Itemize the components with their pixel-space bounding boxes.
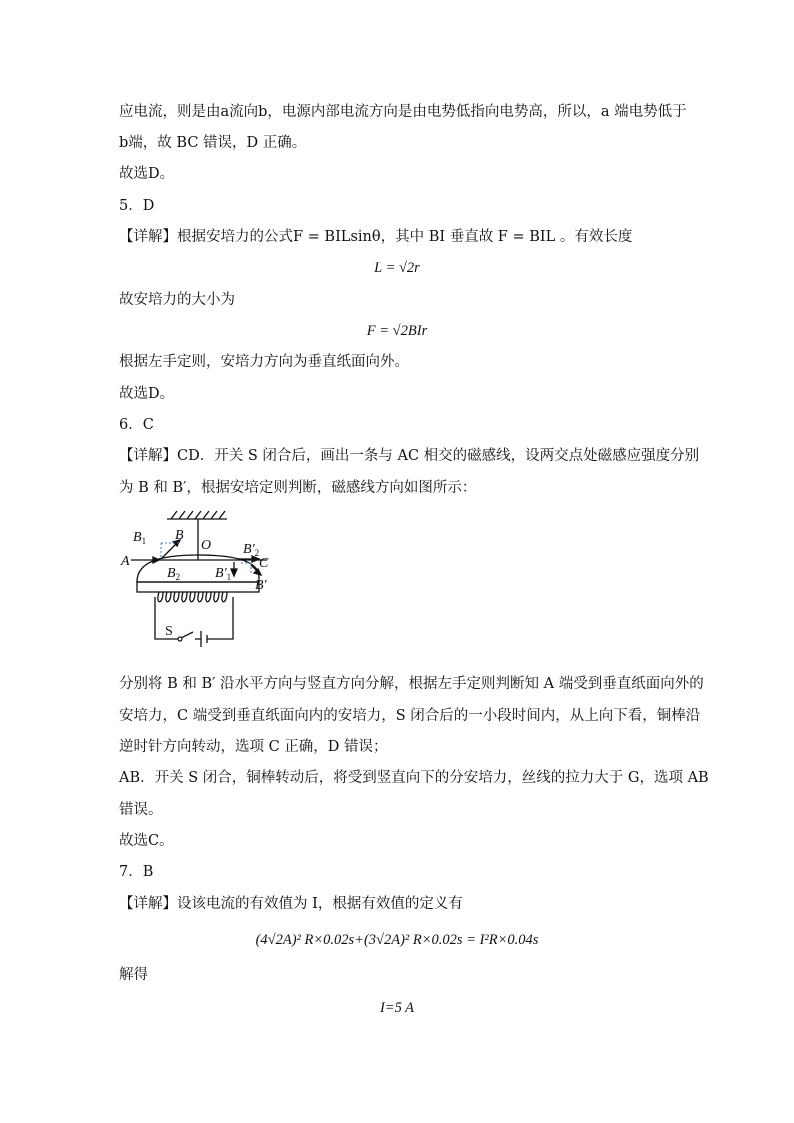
detail-line: 为 B 和 B′，根据安培定则判断，磁感线方向如图所示： [119, 480, 477, 496]
paragraph-line: 错误。 [119, 802, 163, 818]
paragraph-line: 根据左手定则，安培力方向为垂直纸面向外。 [119, 354, 409, 370]
label-a: A [121, 554, 130, 569]
label-s: S [165, 624, 173, 639]
detail-line: 【详解】根据安培力的公式F = BILsinθ，其中 BI 垂直故 F = BIL 。有效长度 [119, 229, 633, 245]
paragraph-line: 解得 [119, 967, 148, 983]
label-b2: $B_2$ [167, 566, 181, 582]
equation: I=5 A [379, 1000, 415, 1016]
label-b1: $B_1$ [133, 530, 147, 546]
label-b-prime: B′ [255, 578, 267, 593]
paragraph-line: 故安培力的大小为 [119, 292, 235, 308]
equation: L = √2r [374, 260, 420, 276]
label-b2-prime: $B'_2$ [243, 542, 260, 558]
paragraph-line: 逆时针方向转动，选项 C 正确，D 错误； [119, 739, 388, 755]
label-c: C [259, 556, 269, 571]
equation: F = √2BIr [366, 323, 428, 339]
answer-line: 故选D。 [119, 386, 175, 402]
answer-line: 故选C。 [119, 833, 174, 849]
paragraph-line: 分别将 B 和 B′ 沿水平方向与竖直方向分解，根据左手定则判断知 A 端受到垂直纸面向外的 [119, 676, 704, 692]
label-b: B [175, 528, 184, 543]
equation: (4√2A)² R×0.02s+(3√2A)² R×0.02s = I²R×0.04s [255, 932, 539, 948]
magnetic-field-diagram [119, 507, 269, 657]
paragraph-line: b端，故 BC 错误，D 正确。 [119, 135, 307, 151]
question-number: 6．C [119, 417, 154, 433]
detail-line: 【详解】设该电流的有效值为 I，根据有效值的定义有 [119, 896, 463, 912]
answer-line: 故选D。 [119, 166, 175, 182]
question-number: 7．B [119, 864, 154, 880]
paragraph-line: AB．开关 S 闭合，铜棒转动后，将受到竖直向下的分安培力，丝线的拉力大于 G，选项 AB [119, 770, 709, 786]
label-b1-prime: $B'_1$ [215, 566, 232, 582]
detail-line: 【详解】CD．开关 S 闭合后，画出一条与 AC 相交的磁感线，设两交点处磁感应强度分别 [119, 448, 700, 464]
question-number: 5．D [119, 198, 155, 214]
paragraph-line: 安培力，C 端受到垂直纸面向内的安培力，S 闭合后的一小段时间内，从上向下看，铜棒沿 [119, 708, 701, 724]
label-o: O [201, 538, 212, 553]
paragraph-line: 应电流，则是由a流向b，电源内部电流方向是由电势低指向电势高，所以，a 端电势低于 [119, 104, 687, 120]
